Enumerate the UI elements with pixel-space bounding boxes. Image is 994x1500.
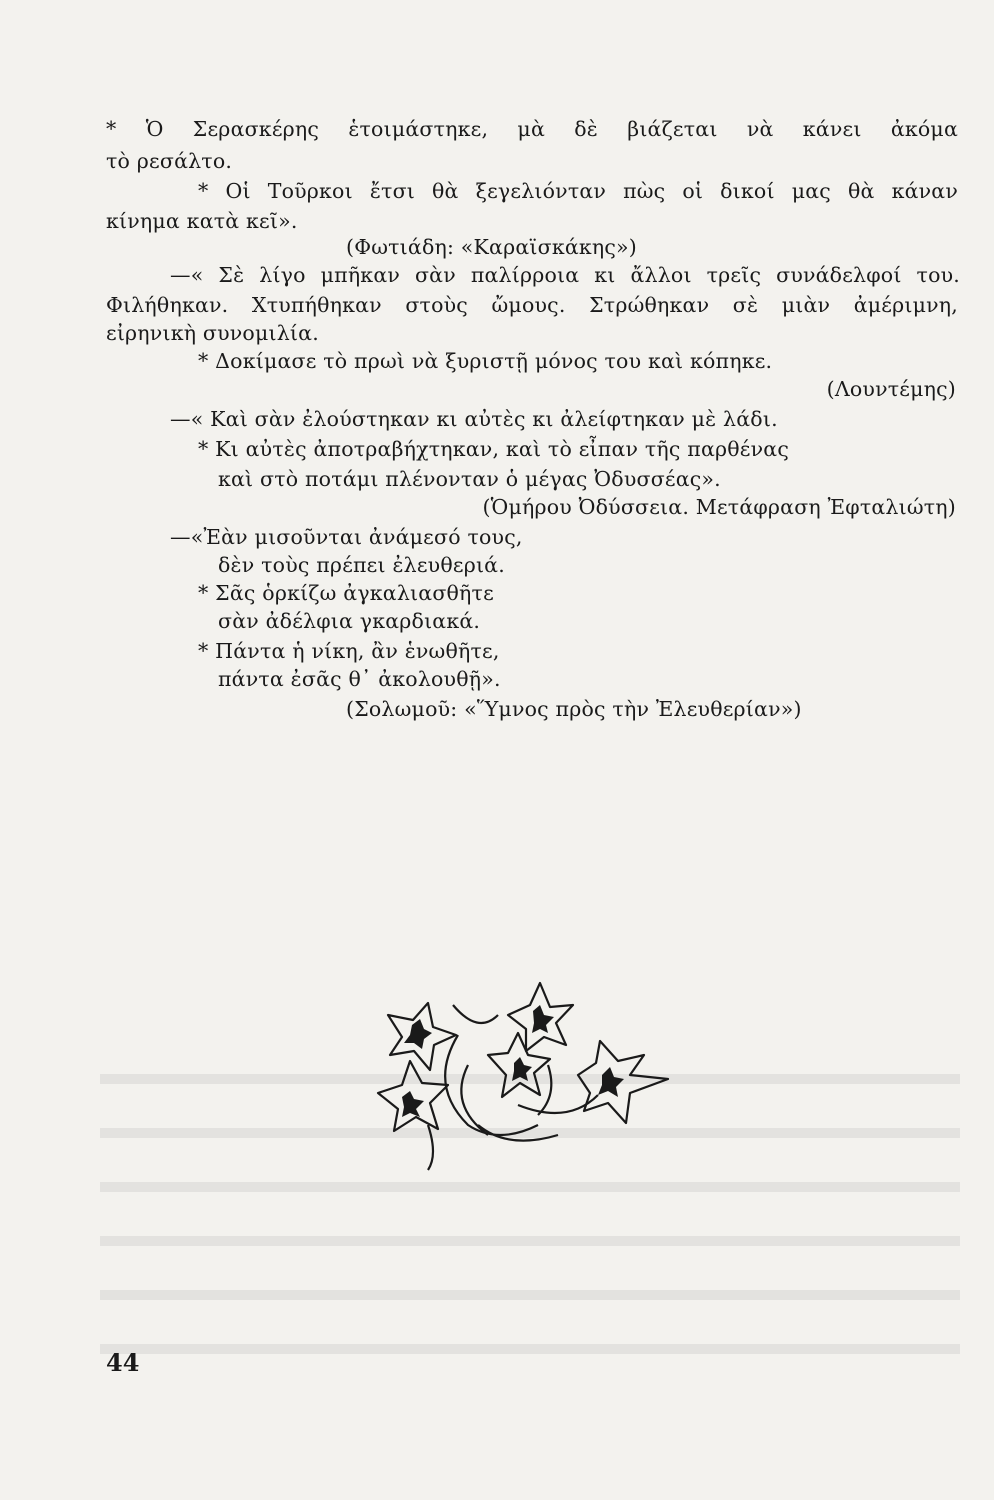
- text-line: κίνημα κατὰ κεῖ».: [106, 209, 298, 233]
- page-number: 44: [106, 1348, 140, 1377]
- text-line: καὶ στὸ ποτάμι πλένονταν ὁ μέγας Ὀδυσσέας».: [218, 467, 721, 491]
- text-line: * Δοκίμασε τὸ πρωὶ νὰ ξυριστῇ μόνος του καὶ κόπηκε.: [198, 349, 773, 373]
- citation: (Σολωμοῦ: «Ὕμνος πρὸς τὴν Ἐλευθερίαν»): [346, 697, 802, 721]
- text-line: Φιλήθηκαν. Χτυπήθηκαν στοὺς ὤμους. Στρώθηκαν σὲ μιὰν ἀμέριμνη,: [106, 293, 958, 317]
- verse-line: σὰν ἀδέλφια γκαρδιακά.: [218, 609, 481, 633]
- stars-ornament-icon: [368, 975, 678, 1175]
- verse-line: —«Ἐὰν μισοῦνται ἀνάμεσό τους,: [170, 525, 523, 549]
- text-line: —« Σὲ λίγο μπῆκαν σὰν παλίρροια κι ἄλλοι τρεῖς συνάδελφοί του.: [170, 263, 960, 287]
- citation: (Ὁμήρου Ὀδύσσεια. Μετάφραση Ἐφταλιώτη): [482, 495, 956, 519]
- verse-line: δὲν τοὺς πρέπει ἐλευθεριά.: [218, 553, 505, 577]
- text-line: * Ὁ Σερασκέρης ἑτοιμάστηκε, μὰ δὲ βιάζεται νὰ κάνει ἀκόμα: [106, 117, 958, 141]
- citation: (Φωτιάδη: «Καραϊσκάκης»): [346, 235, 637, 259]
- text-line: * Οἱ Τοῦρκοι ἔτσι θὰ ξεγελιόνταν πὼς οἱ δικοί μας θὰ κάναν: [198, 179, 958, 203]
- verse-line: * Σᾶς ὁρκίζω ἀγκαλιασθῆτε: [198, 581, 494, 605]
- verse-line: * Πάντα ἡ νίκη, ἂν ἑνωθῆτε,: [198, 639, 500, 663]
- text-line: —« Καὶ σὰν ἐλούστηκαν κι αὐτὲς κι ἀλείφτηκαν μὲ λάδι.: [170, 407, 778, 431]
- text-line: εἰρηνικὴ συνομιλία.: [106, 321, 319, 345]
- text-line: τὸ ρεσάλτο.: [106, 149, 233, 173]
- text-line: * Κι αὐτὲς ἀποτραβήχτηκαν, καὶ τὸ εἶπαν τῆς παρθένας: [198, 437, 790, 461]
- verse-line: πάντα ἐσᾶς θ᾽ ἀκολουθῇ».: [218, 667, 501, 691]
- citation: (Λουντέμης): [826, 377, 956, 401]
